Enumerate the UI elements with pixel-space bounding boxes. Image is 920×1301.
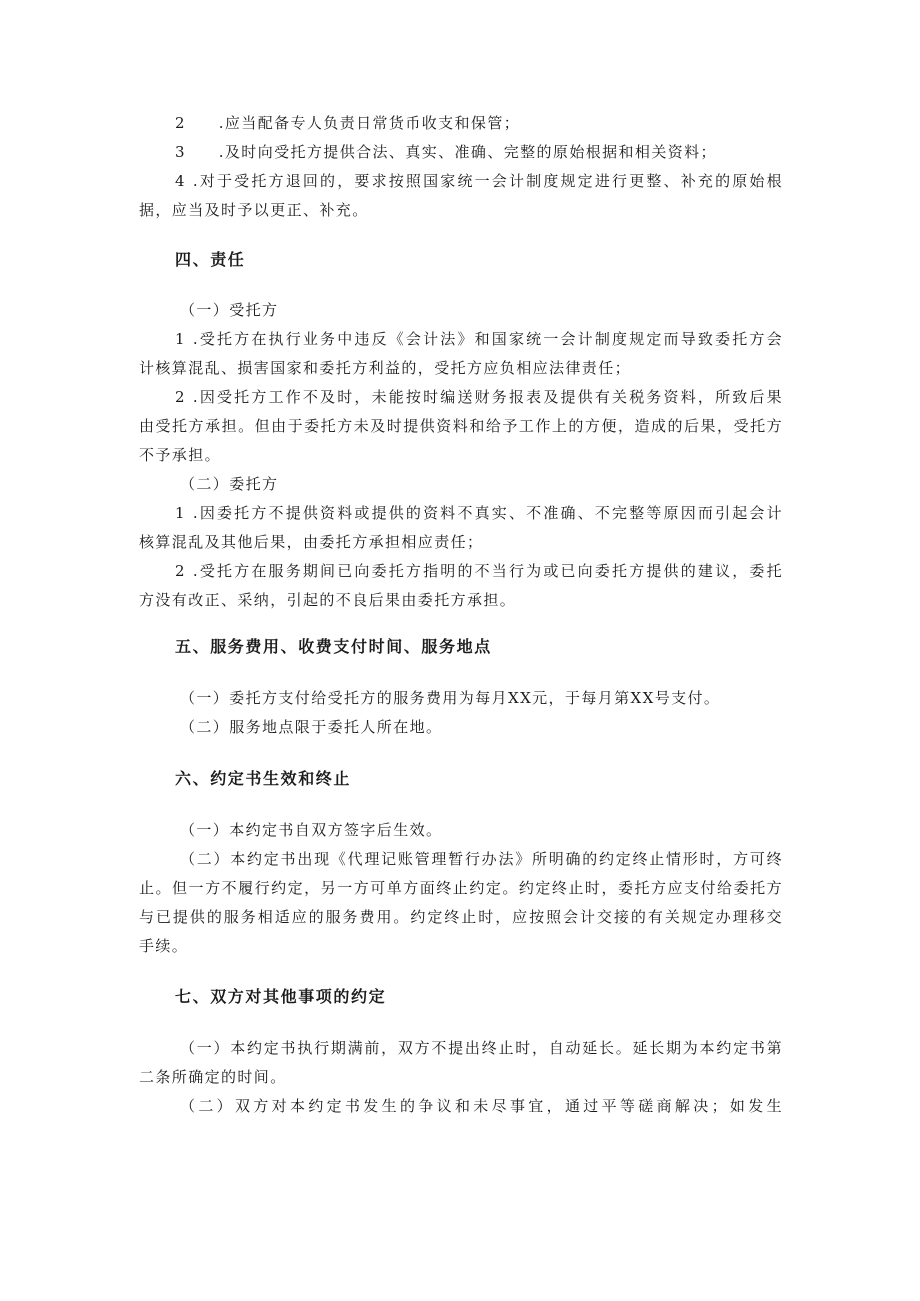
sec3-item3: 3 .及时向受托方提供合法、真实、准确、完整的原始根据和相关资料；: [175, 143, 717, 161]
section7-heading: 七、双方对其他事项的约定: [175, 987, 387, 1006]
sec5-item1: （一）委托方支付给受托方的服务费用为每月XX元，于每月第XX号支付。: [180, 689, 721, 707]
sec7-item2-line1: （二）双方对本约定书发生的争议和未尽事宜，通过平等磋商解决；如发生: [180, 1097, 783, 1115]
sec6-item2-line4: 手续。: [139, 937, 189, 955]
sec5-item2: （二）服务地点限于委托人所在地。: [180, 718, 443, 736]
sec4-sub2-item1-line1: 1 .因委托方不提供资料或提供的资料不真实、不准确、不完整等原因而引起会计: [175, 504, 783, 522]
section6-heading: 六、约定书生效和终止: [175, 769, 352, 788]
sec4-sub2-item2-line1: 2 .受托方在服务期间已向委托方指明的不当行为或已向委托方提供的建议，委托: [175, 562, 783, 580]
sec6-item2-line1: （二）本约定书出现《代理记账管理暂行办法》所明确的约定终止情形时，方可终: [180, 850, 783, 868]
sec7-item1-line1: （一）本约定书执行期满前，双方不提出终止时，自动延长。延长期为本约定书第: [180, 1039, 783, 1057]
sec6-item1: （一）本约定书自双方签字后生效。: [180, 821, 443, 839]
sec4-sub1-item2-line1: 2 .因受托方工作不及时，未能按时编送财务报表及提供有关税务资料，所致后果: [175, 388, 783, 406]
sec4-sub1-item1-line1: 1 .受托方在执行业务中违反《会计法》和国家统一会计制度规定而导致委托方会: [175, 330, 783, 348]
sec3-item2: 2 .应当配备专人负责日常货币收支和保管；: [175, 114, 521, 132]
sec4-sub1-item2-line2: 由受托方承担。但由于委托方未及时提供资料和给予工作上的方便，造成的后果，受托方: [139, 417, 783, 435]
sec4-sub2-title: （二）委托方: [180, 475, 279, 493]
sec3-item4-line2: 据，应当及时予以更正、补充。: [139, 201, 369, 219]
sec4-sub1-item1-line2: 计核算混乱、损害国家和委托方利益的，受托方应负相应法律责任；: [139, 359, 632, 377]
sec6-item2-line2: 止。但一方不履行约定，另一方可单方面终止约定。约定终止时，委托方应支付给委托方: [139, 879, 783, 897]
sec4-sub2-item2-line2: 方没有改正、采纳，引起的不良后果由委托方承担。: [139, 591, 517, 609]
section5-heading: 五、服务费用、收费支付时间、服务地点: [175, 637, 492, 656]
sec4-sub1-title: （一）受托方: [180, 301, 279, 319]
sec4-sub1-item2-line3: 不予承担。: [139, 446, 222, 464]
section4-heading: 四、责任: [175, 250, 246, 269]
sec3-item4-line1: 4 .对于受托方退回的，要求按照国家统一会计制度规定进行更整、补充的原始根: [175, 172, 783, 190]
sec6-item2-line3: 与已提供的服务相适应的服务费用。约定终止时，应按照会计交接的有关规定办理移交: [139, 908, 783, 926]
sec4-sub2-item1-line2: 核算混乱及其他后果，由委托方承担相应责任；: [139, 533, 484, 551]
sec7-item1-line2: 二条所确定的时间。: [139, 1068, 287, 1086]
